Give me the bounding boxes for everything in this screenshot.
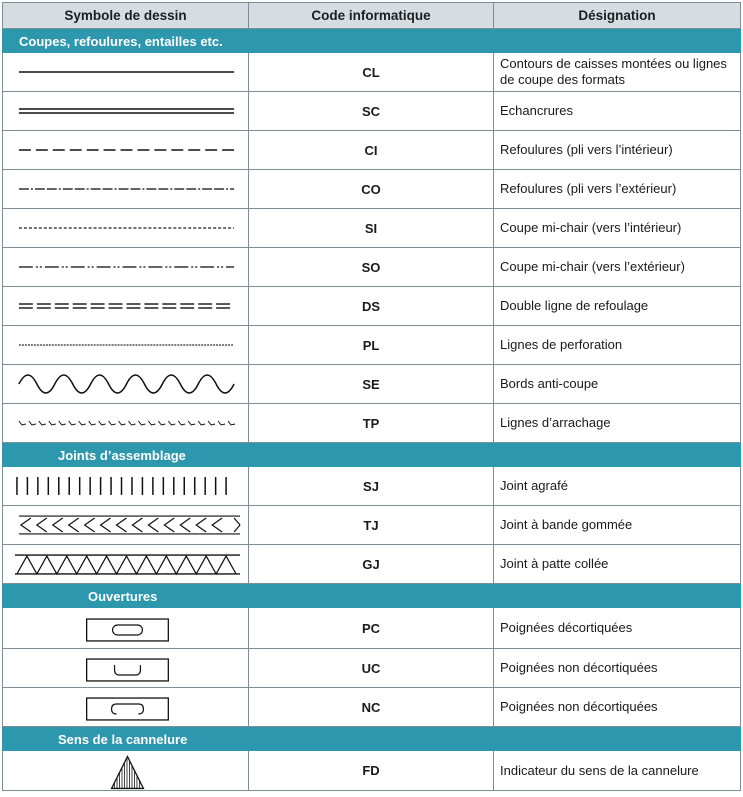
designation-cell [494, 53, 740, 91]
handle-uc-icon [3, 649, 248, 687]
code-cell [249, 209, 494, 247]
code-value: CO [361, 181, 381, 197]
dash-dot-dot-line-icon [3, 248, 248, 286]
section-header [2, 584, 741, 608]
designation-text: Double ligne de refoulage [500, 298, 649, 313]
symbol-cell [3, 248, 249, 286]
code-value: PC [361, 620, 381, 636]
code-cell [249, 404, 494, 442]
double-dashed-line-icon [3, 287, 248, 325]
table-row [2, 467, 741, 506]
header-code: Code informatique [249, 3, 494, 28]
code-value: SE [362, 376, 380, 392]
stitched-joint-icon [3, 467, 248, 505]
symbol-cell [3, 506, 249, 544]
code-value: SJ [363, 478, 379, 494]
designation-text: Poignées décortiquées [500, 620, 633, 635]
code-value: SI [364, 220, 378, 236]
table-row [2, 608, 741, 649]
designation-text: Contours de caisses montées ou lignes de coupe des formats [500, 56, 727, 87]
code-cell [249, 53, 494, 91]
taped-joint-icon [3, 506, 248, 544]
dashed-line-icon [3, 131, 248, 169]
section-header [2, 29, 741, 53]
code-cell [249, 608, 494, 648]
section-header [2, 443, 741, 467]
flute-direction-icon [3, 751, 248, 790]
code-value: TP [362, 415, 380, 431]
table-row [2, 649, 741, 688]
table-row [2, 209, 741, 248]
table-row [2, 545, 741, 584]
symbol-cell [3, 326, 249, 364]
code-cell [249, 751, 494, 790]
symbol-cell [3, 545, 249, 583]
designation-text: Coupe mi-chair (vers l’intérieur) [500, 220, 682, 235]
code-cell [249, 506, 494, 544]
code-value: GJ [362, 556, 380, 572]
symbol-cell [3, 92, 249, 130]
symbol-cell [3, 131, 249, 169]
symbol-cell [3, 170, 249, 208]
designation-text: Coupe mi-chair (vers l’extérieur) [500, 259, 685, 274]
code-cell [249, 248, 494, 286]
designation-cell [494, 365, 740, 403]
perforation-line-icon [3, 326, 248, 364]
designation-text: Lignes d’arrachage [500, 415, 611, 430]
code-cell [249, 170, 494, 208]
code-value: CI [364, 142, 378, 158]
table-row [2, 688, 741, 727]
table-row [2, 53, 741, 92]
table-row [2, 170, 741, 209]
symbol-cell [3, 404, 249, 442]
designation-text: Indicateur du sens de la cannelure [500, 762, 699, 778]
designation-text: Poignées non décortiquées [500, 699, 658, 714]
symbol-cell [3, 209, 249, 247]
code-value: PL [362, 337, 380, 353]
code-cell [249, 467, 494, 505]
section-title: Joints d’assemblage [58, 447, 186, 463]
designation-text: Joint à patte collée [500, 556, 609, 571]
fine-dash-line-icon [3, 209, 248, 247]
symbol-cell [3, 53, 249, 91]
code-value: FD [362, 763, 380, 778]
designation-cell [494, 649, 740, 687]
designation-text: Lignes de perforation [500, 337, 623, 352]
section-header [2, 727, 741, 751]
code-cell [249, 92, 494, 130]
table-row [2, 92, 741, 131]
designation-cell [494, 326, 740, 364]
table-row [2, 326, 741, 365]
designation-text: Refoulures (pli vers l’extérieur) [500, 181, 677, 196]
designation-cell [494, 170, 740, 208]
header-designation: Désignation [578, 8, 656, 23]
code-cell [249, 649, 494, 687]
designation-cell [494, 131, 740, 169]
dash-dot-line-icon [3, 170, 248, 208]
table-row [2, 287, 741, 326]
handle-pc-icon [3, 608, 248, 648]
designation-text: Bords anti-coupe [500, 376, 599, 391]
designation-cell [494, 688, 740, 726]
section-title: Ouvertures [88, 588, 158, 604]
code-cell [249, 365, 494, 403]
wavy-line-icon [3, 365, 248, 403]
code-value: TJ [363, 517, 379, 533]
code-value: DS [361, 298, 381, 314]
code-value: SO [361, 259, 381, 275]
code-cell [249, 545, 494, 583]
designation-cell [494, 209, 740, 247]
table-row [2, 404, 741, 443]
header-symbol: Symbole de dessin [3, 3, 249, 28]
table-header [2, 2, 741, 29]
symbol-cell [3, 649, 249, 687]
designation-text: Joint agrafé [500, 478, 568, 493]
symbol-cell [3, 287, 249, 325]
designation-text: Refoulures (pli vers l’intérieur) [500, 142, 673, 157]
symbol-cell [3, 751, 249, 790]
designation-cell [494, 92, 740, 130]
designation-text: Echancrures [500, 103, 573, 118]
code-cell [249, 688, 494, 726]
handle-nc-icon [3, 688, 248, 726]
section-title: Sens de la cannelure [58, 731, 188, 747]
code-cell [249, 131, 494, 169]
symbol-cell [3, 608, 249, 648]
symbol-cell [3, 467, 249, 505]
designation-cell [494, 248, 740, 286]
glued-joint-icon [3, 545, 248, 583]
code-value: CL [362, 64, 380, 80]
table-row [2, 751, 741, 791]
designation-cell [494, 545, 740, 583]
code-cell [249, 287, 494, 325]
table-row [2, 131, 741, 170]
designation-text: Joint à bande gommée [500, 517, 633, 532]
designation-cell [494, 287, 740, 325]
code-value: UC [361, 660, 381, 676]
designation-cell [494, 506, 740, 544]
designation-text: Poignées non décortiquées [500, 660, 658, 675]
section-title: Coupes, refoulures, entailles etc. [19, 33, 223, 49]
tear-line-icon [3, 404, 248, 442]
table-row [2, 365, 741, 404]
double-line-icon [3, 92, 248, 130]
designation-cell [494, 467, 740, 505]
designation-cell [494, 404, 740, 442]
table-row [2, 248, 741, 287]
symbol-cell [3, 688, 249, 726]
code-cell [249, 326, 494, 364]
solid-line-icon [3, 53, 248, 91]
code-value: SC [361, 103, 381, 119]
code-value: NC [361, 699, 381, 715]
designation-cell [494, 751, 740, 790]
table-row [2, 506, 741, 545]
designation-cell [494, 608, 740, 648]
symbol-cell [3, 365, 249, 403]
